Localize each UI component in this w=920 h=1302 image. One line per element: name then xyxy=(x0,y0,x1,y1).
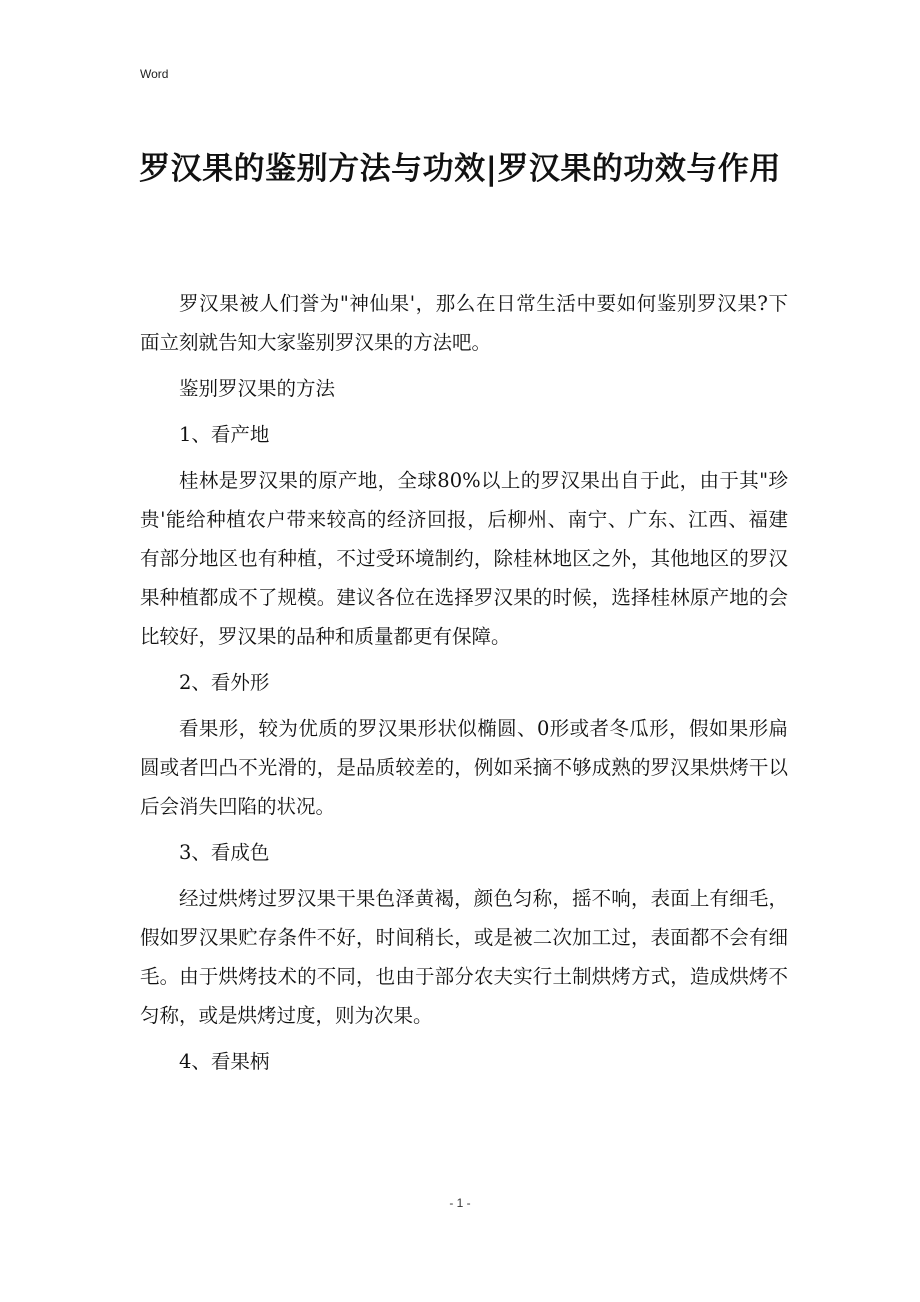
header-label: Word xyxy=(140,67,169,81)
section-heading-methods: 鉴别罗汉果的方法 xyxy=(179,377,336,400)
paragraph-intro: 罗汉果被人们誉为"神仙果'，那么在日常生活中要如何鉴别罗汉果?下面立刻就告知大家鉴别罗汉果的方法吧。 xyxy=(140,292,788,354)
section-heading-origin: 1、看产地 xyxy=(179,423,270,446)
paragraph-origin: 桂林是罗汉果的原产地，全球80%以上的罗汉果出自于此，由于其"珍贵'能给种植农户带来较高的经济回报，后柳州、南宁、广东、江西、福建有部分地区也有种植，不过受环境制约，除桂林地区之外，其他地区的罗汉果种植都成不了规模。建议各位在选择罗汉果的时候，选择桂林原产地的会比较好，罗汉果的品种和质量都更有保障。 xyxy=(140,469,788,648)
section-heading-shape: 2、看外形 xyxy=(179,671,270,694)
document-body xyxy=(140,284,788,1088)
paragraph-shape: 看果形，较为优质的罗汉果形状似椭圆、0形或者冬瓜形，假如果形扁圆或者凹凸不光滑的，是品质较差的，例如采摘不够成熟的罗汉果烘烤干以后会消失凹陷的状况。 xyxy=(140,717,788,818)
page-number: - 1 - xyxy=(449,1196,471,1210)
section-heading-color: 3、看成色 xyxy=(179,841,270,864)
document-title: 罗汉果的鉴别方法与功效|罗汉果的功效与作用 xyxy=(139,151,781,187)
paragraph-color: 经过烘烤过罗汉果干果色泽黄褐，颜色匀称，摇不响，表面上有细毛，假如罗汉果贮存条件不好，时间稍长，或是被二次加工过，表面都不会有细毛。由于烘烤技术的不同，也由于部分农夫实行土制烘烤方式，造成烘烤不匀称，或是烘烤过度，则为次果。 xyxy=(140,887,788,1027)
section-heading-stem: 4、看果柄 xyxy=(179,1050,270,1073)
